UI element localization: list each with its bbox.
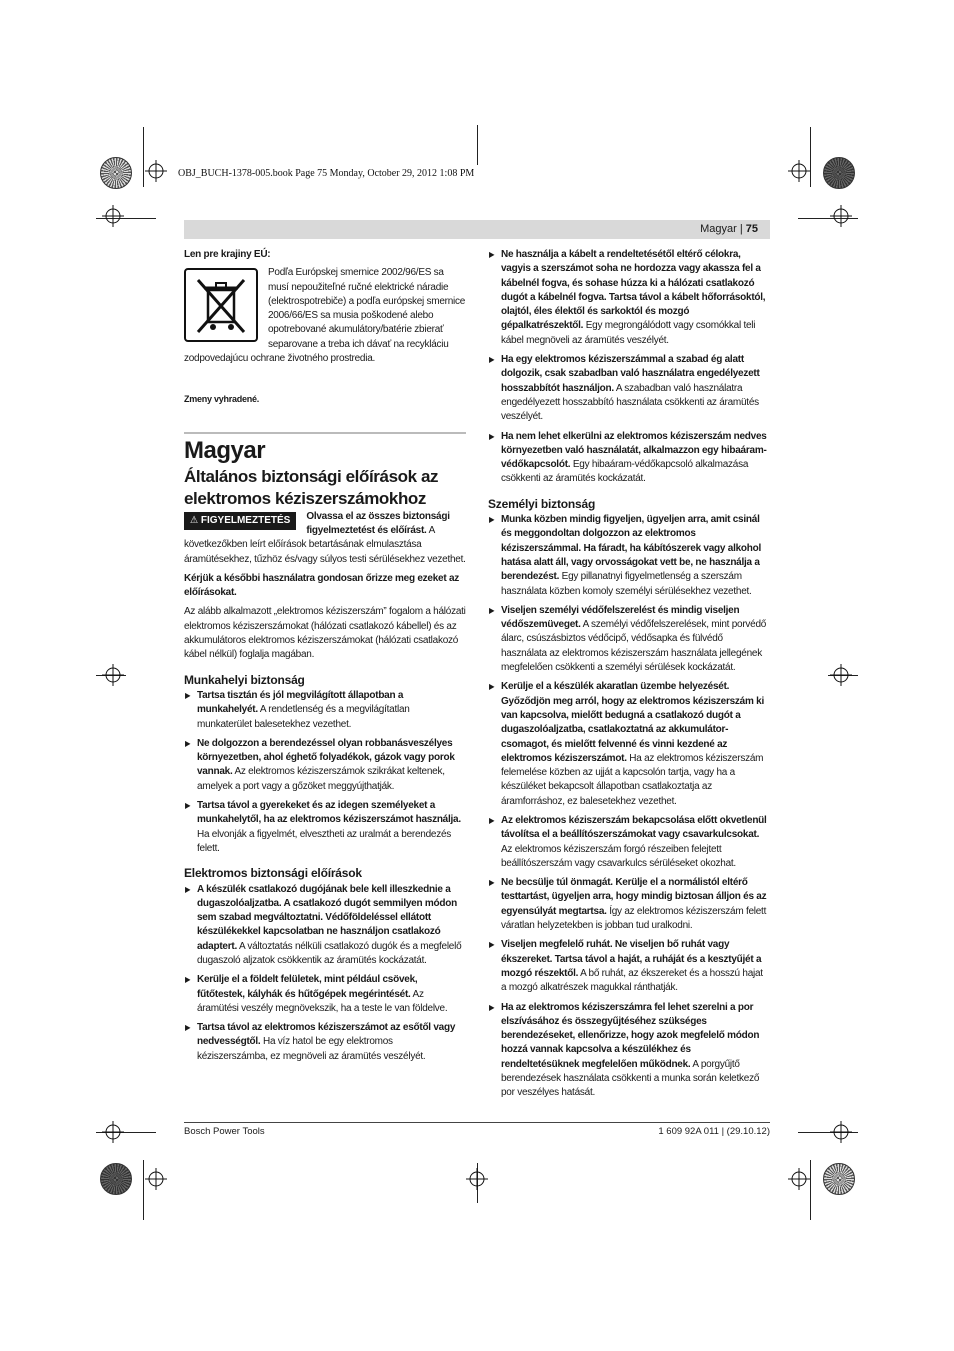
color-dial-icon <box>823 1163 855 1195</box>
registration-mark-icon <box>145 160 167 182</box>
header-bar <box>184 220 770 239</box>
keep-instructions: Kérjük a későbbi használatra gondosan őrizze meg ezeket az előírásokat. <box>184 572 460 599</box>
header-separator: | <box>736 223 746 235</box>
bullet-triangle-icon: ▶ <box>489 1002 495 1012</box>
list-item <box>184 799 466 856</box>
personal-heading: Személyi biztonság <box>488 496 596 511</box>
registration-mark-icon <box>466 1168 488 1190</box>
registration-mark-icon <box>788 1168 810 1190</box>
bullet-triangle-icon: ▶ <box>185 690 191 700</box>
item-bold: Tartsa tisztán és jól megvilágított állapotban a munkahelyét. <box>197 689 404 716</box>
section-title: Magyar <box>184 436 266 464</box>
item-bold: Viseljen megfelelő ruhát. Ne viseljen bő ruhát vagy ékszereket. Tartsa távol a haját, a ruháját és a kesztyűjét a mozgó részektől. <box>501 939 762 979</box>
bullet-triangle-icon: ▶ <box>489 431 495 441</box>
registration-mark-icon <box>830 664 852 686</box>
item-text: A személyi védőfelszerelések, mint porvédő álarc, csúszásbiztos védőcipő, védősapka és fülvédő használata az elektromos kéziszerszám használata jellegének megfelelően csökkenti a személyi sérülések kockázatát. <box>501 619 767 674</box>
item-bold: Ha az elektromos kéziszerszámra fel lehet szerelni a por elszívásához és összegyűjtéséhez szükséges berendezéseket, ellenőrizze, hogy azok megfelelő módon hozzá vannak kapcsolva a készülékhez és rendeltetésüknek megfelelően működnek. <box>501 1001 760 1070</box>
item-bold: Tartsa távol a gyerekeket és az idegen személyeket a munkahelytől, ha az elektromos kéziszerszámot használja. <box>197 800 461 826</box>
list-item <box>488 1001 770 1101</box>
item-text: A bő ruhát, az ékszereket és a hosszú hajat a mozgó alkatrészek magukkal ránthatják. <box>501 967 763 994</box>
item-text: Így az elektromos kéziszerszám felett váratlan helyzetekben is jobban tud uralkodni. <box>501 905 767 932</box>
left-column <box>184 248 466 1064</box>
bullet-triangle-icon: ▶ <box>489 250 495 259</box>
registration-mark-icon <box>102 1121 124 1143</box>
crop-mark <box>477 125 478 165</box>
list-item <box>184 737 466 794</box>
item-bold: Kerülje el a készülék akaratlan üzembe helyezését. Győződjön meg arról, hogy az elektromos kéziszerszám ki van kapcsolva, mielőtt bedugná a csatlakozó dugót a dugaszolóaljzatba, csatlakoztatná az akkumulátor-csomagot, és mielőtt felvenné és vinni kezdené az elektromos kéziszerszámot. <box>501 681 765 764</box>
list-item <box>488 604 770 675</box>
list-item <box>488 430 770 487</box>
item-bold: Viseljen személyi védőfelszerelést és mindig viseljen védőszemüveget. <box>501 604 740 631</box>
item-text: A változtatás nélküli csatlakozó dugók és a megfelelő dugaszoló aljzatok csökkentik az áramütés kockázatát. <box>197 940 462 966</box>
changes-reserved: Zmeny vyhradené. <box>184 394 260 405</box>
registration-mark-icon <box>830 1121 852 1143</box>
warning-block <box>184 510 466 567</box>
item-bold: Ha egy elektromos kéziszerszámmal a szabad ég alatt dolgozik, csak szabadban való használatra engedélyezett hosszabbítót használjon. <box>501 354 760 394</box>
crossed-bin-icon <box>186 270 256 340</box>
bullet-triangle-icon: ▶ <box>489 878 495 888</box>
item-text: Egy pillanatnyi figyelmetlenség a szerszám használata közben komoly személyi sérülésekhez vezethet. <box>501 571 752 597</box>
color-dial-icon <box>100 157 132 189</box>
item-bold: A készülék csatlakozó dugójának bele kell illeszkednie a dugaszolóaljzatba. A csatlakozó dugót semmilyen módon sem szabad megváltoztatni. Védőföldeléssel ellátott készülékekkel kapcsolatban ne használjon csatlakozó adaptert. <box>197 883 457 952</box>
crop-mark <box>810 127 811 187</box>
crop-mark <box>143 1160 144 1220</box>
item-text: Ha elvonják a figyelmét, elvesztheti az uralmát a berendezés felett. <box>197 828 452 854</box>
item-bold: Ne használja a kábelt a rendeltetésétől eltérő célokra, vagyis a szerszámot soha ne hordozza vagy akassza fel a kábelnél fogva, és sohase húzza ki a hálózati csatlakozó dugót a kábelnél fogva. Tartsa távol a kábelt hőforrásoktól, olajtól, éles élektől és sarkoktól és mozgó gépalkatrészektől. <box>501 249 766 332</box>
list-item <box>184 689 466 732</box>
item-text: Ha az elektromos kéziszerszám felemelése közben az ujját a kapcsolón tartja, vagy ha a készüléket bekapcsolt állapotban csatlakoztatja az áramforráshoz, ez balesetekhez vezethet. <box>501 752 764 807</box>
item-text: Ha víz hatol be egy elektromos kéziszerszámba, ez megnöveli az áramütés veszélyét. <box>197 1036 426 1062</box>
weee-text: Podľa Európskej smernice 2002/96/ES sa musí nepoužiteľné ručné elektrické náradie (elektrospotrebiče) a podľa európskej smernice 2006/66/ES sa musia poškodené alebo opotrebované akumulátory/batérie zbierať separovane a treba ich dávať na recykláciu zodpovedajúcu ochrane životného prostredia. <box>184 267 466 365</box>
section-subtitle: Általános biztonsági előírások az elektromos kéziszerszámokhoz <box>184 466 439 508</box>
registration-mark-icon <box>102 205 124 227</box>
item-bold: Ha nem lehet elkerülni az elektromos kéziszerszám nedves környezetben való használatát, alkalmazzon egy hibaáram-védőkapcsolót. <box>501 430 767 471</box>
footer-brand: Bosch Power Tools <box>184 1126 265 1137</box>
list-item <box>184 1021 466 1064</box>
definition-text: Az alább alkalmazott „elektromos kéziszerszám” fogalom a hálózati elektromos kéziszerszámokat (hálózati csatlakozó kábellel) és az akkumulátoros elektromos kéziszerszámokat (hálózati csatlakozó kábel nélkül) foglalja magában. <box>184 606 466 661</box>
eu-heading: Len pre krajiny EÚ: <box>184 249 271 260</box>
registration-mark-icon <box>830 205 852 227</box>
bullet-triangle-icon: ▶ <box>489 355 495 365</box>
bullet-triangle-icon: ▶ <box>185 801 191 811</box>
list-item <box>488 814 770 871</box>
bullet-triangle-icon: ▶ <box>489 815 495 825</box>
list-item <box>488 513 770 599</box>
list-item <box>488 680 770 809</box>
crop-mark <box>143 127 144 187</box>
bullet-triangle-icon: ▶ <box>489 605 495 615</box>
registration-mark-icon <box>145 1168 167 1190</box>
warning-triangle-icon: ⚠ <box>190 514 199 526</box>
list-item <box>488 938 770 995</box>
footer-doc-number: 1 609 92A 011 | (29.10.12) <box>658 1126 770 1137</box>
item-bold: Ne becsülje túl önmagát. Kerülje el a normálistól eltérő testtartást, ügyeljen arra, hogy mindig biztosan álljon és az egyensúlyát megtartsa. <box>501 877 767 917</box>
list-item <box>184 883 466 969</box>
crop-mark <box>810 1160 811 1220</box>
warning-label: FIGYELMEZTETÉS <box>200 514 291 526</box>
item-text: A szabadban való használatra engedélyezett hosszabbító használata csökkenti az áramütés veszélyét. <box>501 382 759 423</box>
item-text: Az elektromos kéziszerszámok szikrákat keltenek, amelyek a port vagy a gőzöket meggyújthatják. <box>197 766 445 792</box>
color-dial-icon <box>100 1163 132 1195</box>
item-text: Egy hibaáram-védőkapcsoló alkalmazása csökkenti az áramütés kockázatát. <box>501 459 749 485</box>
header-language: Magyar <box>700 223 737 235</box>
bullet-triangle-icon: ▶ <box>185 975 191 985</box>
book-info-line: OBJ_BUCH-1378-005.book Page 75 Monday, October 29, 2012 1:08 PM <box>178 168 475 179</box>
footer-rule <box>184 1122 770 1123</box>
workplace-heading: Munkahelyi biztonság <box>184 672 305 687</box>
item-bold: Tartsa távol az elektromos kéziszerszámot az esőtől vagy nedvességtől. <box>197 1022 456 1048</box>
list-item <box>488 876 770 933</box>
list-item <box>488 353 770 424</box>
section-rule <box>184 432 466 434</box>
right-column <box>488 248 770 1101</box>
bullet-triangle-icon: ▶ <box>489 515 495 525</box>
list-item <box>488 248 770 348</box>
color-dial-icon <box>823 157 855 189</box>
item-bold: Az elektromos kéziszerszám bekapcsolása előtt okvetlenül távolítsa el a beállítószerszámokat vagy csavarkulcsokat. <box>501 814 767 841</box>
item-bold: Munka közben mindig figyeljen, ügyeljen arra, amit csinál és meggondoltan dolgozzon az elektromos kéziszerszámmal. Ha fáradt, ha kábítószerek vagy alkohol hatása alatt áll, vagy orvosságokat vett be, ne használja a berendezést. <box>501 514 762 583</box>
warning-bold-text: Olvassa el az összes biztonsági figyelmeztetést és előírást. <box>306 510 450 536</box>
item-text: Az áramütési veszély megnövekszik, ha a teste le van földelve. <box>197 988 448 1014</box>
warning-text: A következőkben leírt előírások betartásának elmulasztása áramütésekhez, tűzhöz és/vagy súlyos testi sérülésekhez vezethet. <box>184 524 466 565</box>
registration-mark-icon <box>788 160 810 182</box>
item-bold: Kerülje el a földelt felületek, mint például csövek, fűtőtestek, kályhák és hűtőgépek megérintését. <box>197 974 418 1000</box>
item-text: A porgyűjtő berendezések használata csökkenti a munka során keletkező por veszélyes hatását. <box>501 1058 760 1099</box>
bullet-triangle-icon: ▶ <box>489 682 495 692</box>
item-bold: Ne dolgozzon a berendezéssel olyan robbanásveszélyes környezetben, ahol éghető folyadékok, gázok vagy porok vannak. <box>197 737 455 778</box>
bullet-triangle-icon: ▶ <box>185 1023 191 1033</box>
bullet-triangle-icon: ▶ <box>185 738 191 748</box>
item-text: Az elektromos kéziszerszám forgó részeiben felejtett beállítószerszám vagy csavarkulcs sérüléseket okozhat. <box>501 843 736 869</box>
running-header <box>700 223 758 235</box>
registration-mark-icon <box>102 664 124 686</box>
warning-badge <box>184 512 296 530</box>
bullet-triangle-icon: ▶ <box>185 884 191 894</box>
weee-symbol <box>184 268 258 342</box>
electrical-heading: Elektromos biztonsági előírások <box>184 866 362 881</box>
item-text: A rendetlenség és a megvilágítatlan munkaterület balesetekhez vezethet. <box>197 704 410 730</box>
page-number: 75 <box>745 223 758 235</box>
list-item <box>184 973 466 1016</box>
bullet-triangle-icon: ▶ <box>489 940 495 950</box>
item-text: Egy megrongálódott vagy csomókkal teli kábel megnöveli az áramütés veszélyét. <box>501 320 756 346</box>
